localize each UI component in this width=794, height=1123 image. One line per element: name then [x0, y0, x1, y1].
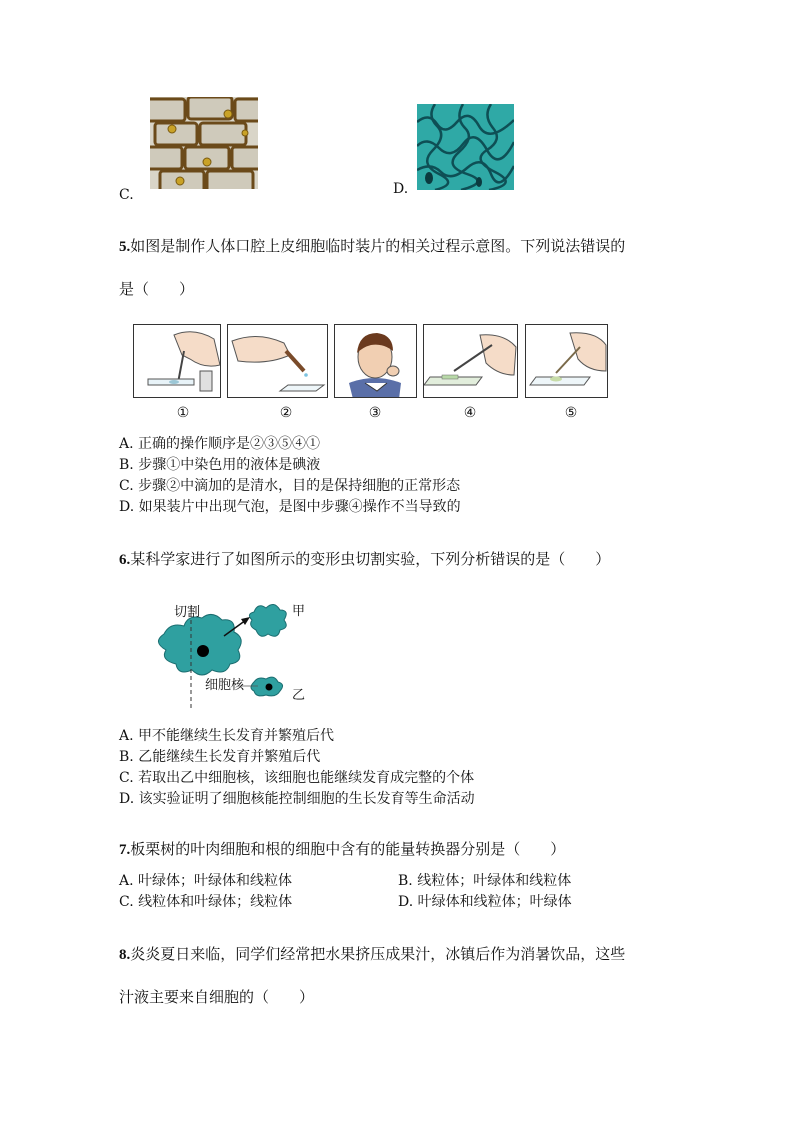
- q7-stem: [119, 839, 565, 860]
- q8-stem-line1: [119, 944, 625, 965]
- q8-stem-line2: 汁液主要来自细胞的（ ）: [119, 988, 315, 1006]
- q5-stem-text: 如图是制作人体口腔上皮细胞临时装片的相关过程示意图。下列说法错误的: [130, 237, 626, 255]
- jia-label: 甲: [292, 604, 306, 619]
- q6-option-b: B. 乙能继续生长发育并繁殖后代: [119, 749, 321, 765]
- step-2-label: ②: [279, 405, 293, 421]
- q6-option-d: D. 该实验证明了细胞核能控制细胞的生长发育等生命活动: [119, 791, 475, 807]
- q7-stem-text: 板栗树的叶肉细胞和根的细胞中含有的能量转换器分别是（ ）: [130, 840, 566, 858]
- q7-option-d: D. 叶绿体和线粒体；叶绿体: [398, 894, 572, 910]
- step-3-image: [334, 324, 417, 398]
- q5-option-b: B. 步骤①中染色用的液体是碘液: [119, 457, 321, 473]
- q6-stem: [119, 549, 610, 570]
- step-4-label: ④: [463, 405, 477, 421]
- q6-option-a: A. 甲不能继续生长发育并繁殖后代: [119, 728, 335, 744]
- step-1-image: [133, 324, 221, 398]
- q5-number: 5.: [119, 239, 131, 255]
- q5-stem-line1: [119, 236, 625, 257]
- q8-number: 8.: [119, 947, 131, 963]
- q5-option-d: D. 如果装片中出现气泡，是图中步骤④操作不当导致的: [119, 499, 461, 515]
- q6-number: 6.: [119, 552, 131, 568]
- option-d-label: D.: [393, 181, 409, 197]
- q7-option-b: B. 线粒体；叶绿体和线粒体: [398, 873, 572, 889]
- nucleus-label: 细胞核: [205, 678, 245, 693]
- step-4-image: [423, 324, 518, 398]
- step-1-label: ①: [176, 405, 190, 421]
- q7-number: 7.: [119, 842, 131, 858]
- option-c-label: C.: [119, 187, 134, 203]
- step-5-image: [525, 324, 608, 398]
- leaf-epidermis-image: [417, 104, 514, 190]
- onion-cell-image: [150, 97, 258, 189]
- q5-stem-line2: 是（ ）: [119, 280, 195, 298]
- step-2-image: [227, 324, 328, 398]
- step-3-label: ③: [368, 405, 382, 421]
- q5-option-a: A. 正确的操作顺序是②③⑤④①: [119, 436, 321, 452]
- q8-stem-text: 炎炎夏日来临，同学们经常把水果挤压成果汁，冰镇后作为消暑饮品，这些: [130, 945, 626, 963]
- q7-option-a: A. 叶绿体；叶绿体和线粒体: [119, 873, 293, 889]
- q6-stem-text: 某科学家进行了如图所示的变形虫切割实验，下列分析错误的是（ ）: [130, 550, 611, 568]
- q5-option-c: C. 步骤②中滴加的是清水，目的是保持细胞的正常形态: [119, 478, 461, 494]
- step-5-label: ⑤: [564, 405, 578, 421]
- cut-label: 切割: [174, 605, 201, 620]
- q6-option-c: C. 若取出乙中细胞核，该细胞也能继续发育成完整的个体: [119, 770, 475, 786]
- yi-label: 乙: [292, 688, 306, 703]
- q7-option-c: C. 线粒体和叶绿体；线粒体: [119, 894, 293, 910]
